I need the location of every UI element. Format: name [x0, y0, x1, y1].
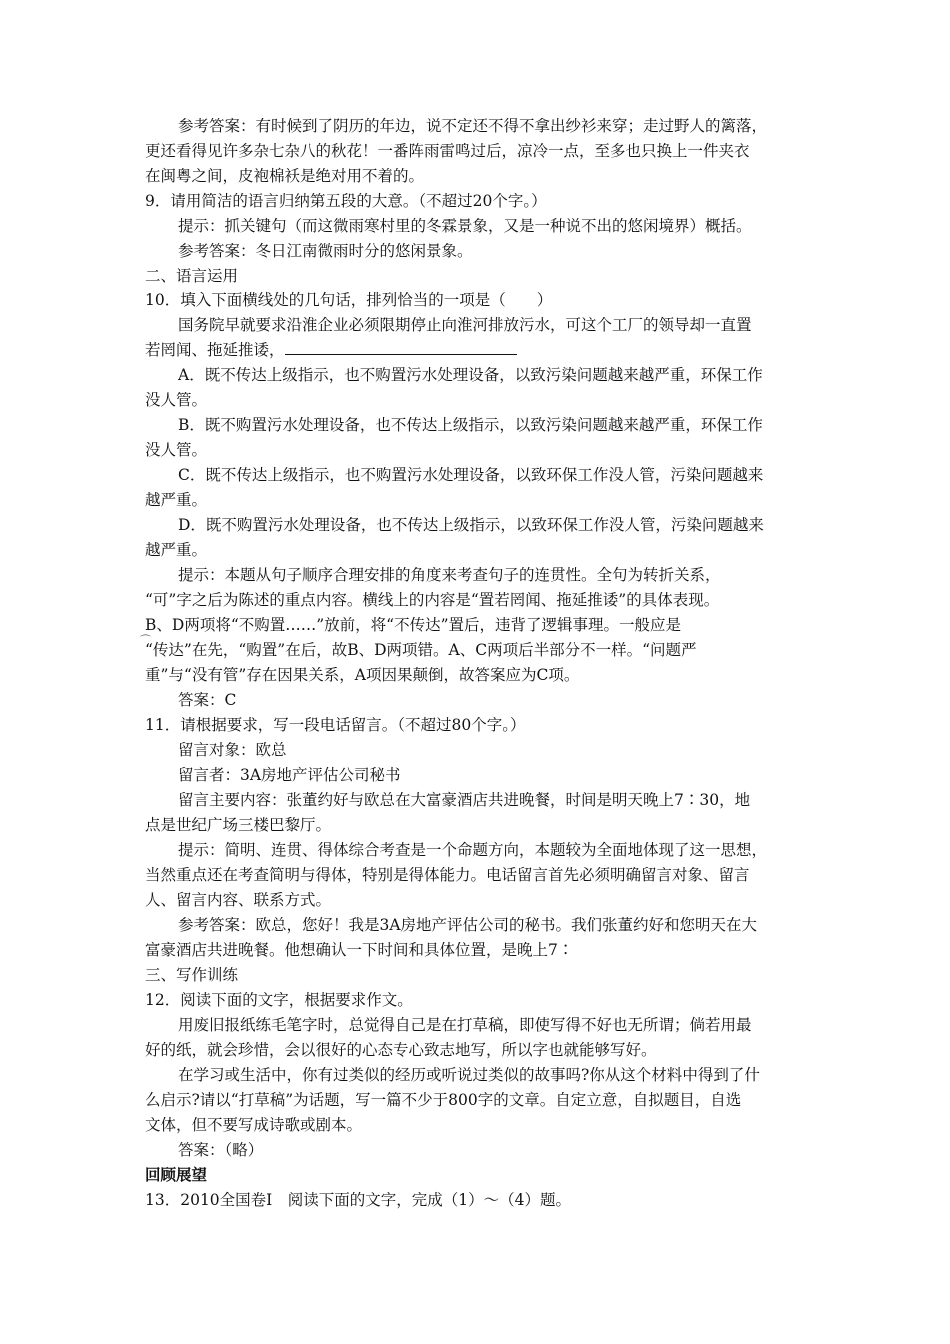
text-line-content: 没人管。: [145, 441, 208, 459]
text-line: [178, 1138, 810, 1163]
text-line: [145, 1113, 810, 1138]
text-line: [178, 513, 810, 538]
text-line: [178, 239, 810, 264]
text-line: [178, 738, 810, 763]
text-line: [145, 663, 810, 688]
text-line: [178, 1013, 810, 1038]
text-line: [145, 388, 810, 413]
text-line: [145, 189, 810, 214]
text-line: [178, 838, 810, 863]
text-line-content: A．既不传达上级指示，也不购置污水处理设备，以致污染问题越来越严重，环保工作: [178, 366, 763, 384]
text-line-content: 11．请根据要求，写一段电话留言。（不超过80个字。）: [145, 716, 526, 734]
text-line-content: 留言者：3A房地产评估公司秘书: [178, 766, 401, 784]
text-line-content: 越严重。: [145, 541, 208, 559]
text-line: [178, 313, 810, 338]
text-line-content: 好的纸，就会珍惜，会以很好的心态专心致志地写，所以字也就能够写好。: [145, 1041, 657, 1059]
text-line-content: 若罔闻、拖延推诿，: [145, 341, 285, 359]
text-line: [145, 438, 810, 463]
text-line-content: 13．2010全国卷Ⅰ 阅读下面的文字，完成（1）～（4）题。: [145, 1191, 572, 1209]
text-line: [145, 888, 810, 913]
text-line: [178, 688, 810, 713]
text-line-content: 更还看得见许多杂七杂八的秋花！一番阵雨雷鸣过后，凉冷一点，至多也只换上一件夹衣: [145, 142, 750, 160]
text-line-content: 重”与“没有管”存在因果关系，A项因果颠倒，故答案应为C项。: [145, 666, 580, 684]
text-line-content: 提示：简明、连贯、得体综合考查是一个命题方向，本题较为全面地体现了这一思想，: [178, 841, 768, 859]
text-line-content: 10．填入下面横线处的几句话，排列恰当的一项是（ ）: [145, 291, 553, 309]
text-line-content: 回顾展望: [145, 1166, 208, 1184]
text-line: [145, 588, 810, 613]
text-line: [145, 288, 810, 313]
text-line-content: 二、语言运用: [145, 267, 239, 285]
text-line: [178, 363, 810, 388]
text-line-content: 参考答案：欧总，您好！我是3A房地产评估公司的秘书。我们张董约好和您明天在大: [178, 916, 758, 934]
text-line: [145, 488, 810, 513]
text-line: [145, 164, 810, 189]
text-line: [145, 1188, 810, 1213]
text-line: [178, 413, 810, 438]
text-line: [145, 1038, 810, 1063]
text-line-content: “传达”在先，“购置”在后，故B、D两项错。A、C两项后半部分不一样。“问题严: [145, 641, 697, 659]
text-line: [145, 538, 810, 563]
text-line: [145, 264, 810, 289]
text-line-content: 9．请用简洁的语言归纳第五段的大意。（不超过20个字。）: [145, 192, 547, 210]
answer-blank-line: [285, 339, 517, 355]
text-line-content: 在闽粤之间，皮袍棉袄是绝对用不着的。: [145, 167, 425, 185]
margin-mark: ⌒: [140, 634, 151, 647]
text-line-content: 答案：（略）: [178, 1141, 264, 1159]
text-line: [178, 1063, 810, 1088]
text-line-content: 没人管。: [145, 391, 208, 409]
text-line: [145, 139, 810, 164]
text-line-content: 答案：C: [178, 691, 237, 709]
text-line-content: 参考答案：冬日江南微雨时分的悠闲景象。: [178, 242, 473, 260]
section-heading: [145, 1163, 810, 1188]
text-line: [145, 713, 810, 738]
text-line-content: “可”字之后为陈述的重点内容。横线上的内容是“置若罔闻、拖延推诿”的具体表现。: [145, 591, 720, 609]
text-line-content: 点是世纪广场三楼巴黎厅。: [145, 816, 332, 834]
text-line: [178, 463, 810, 488]
text-line-content: B．既不购置污水处理设备，也不传达上级指示，以致污染问题越来越严重，环保工作: [178, 416, 763, 434]
text-line-content: 人、留言内容、联系方式。: [145, 891, 332, 909]
text-line-content: B、D两项将“不购置……”放前，将“不传达”置后，违背了逻辑事理。一般应是: [145, 616, 682, 634]
text-line: [145, 1088, 810, 1113]
text-line: [178, 563, 810, 588]
text-line-content: 提示：本题从句子顺序合理安排的角度来考查句子的连贯性。全句为转折关系，: [178, 566, 721, 584]
text-line-content: 当然重点还在考查简明与得体，特别是得体能力。电话留言首先必须明确留言对象、留言: [145, 866, 750, 884]
text-line-content: 参考答案：有时候到了阴历的年边，说不定还不得不拿出纱衫来穿；走过野人的篱落，: [178, 117, 768, 135]
text-line: [145, 988, 810, 1013]
text-line-content: 越严重。: [145, 491, 208, 509]
text-line-content: 在学习或生活中，你有过类似的经历或听说过类似的故事吗?你从这个材料中得到了什: [178, 1066, 760, 1084]
text-line: [145, 638, 810, 663]
text-line: [178, 763, 810, 788]
text-line-content: 12．阅读下面的文字，根据要求作文。: [145, 991, 413, 1009]
text-line-content: 国务院早就要求沿淮企业必须限期停止向淮河排放污水，可这个工厂的领导却一直置: [178, 316, 752, 334]
text-line: [145, 613, 810, 638]
text-line-content: 文体，但不要写成诗歌或剧本。: [145, 1116, 363, 1134]
text-line: [178, 214, 810, 239]
text-line: [145, 338, 810, 363]
text-line-content: 三、写作训练: [145, 966, 239, 984]
text-line: [145, 938, 810, 963]
text-line-content: 么启示?请以“打草稿”为话题，写一篇不少于800字的文章。自定立意，自拟题目，自选: [145, 1091, 742, 1109]
text-line: [145, 863, 810, 888]
text-line-content: 用废旧报纸练毛笔字时，总觉得自己是在打草稿，即使写得不好也无所谓；倘若用最: [178, 1016, 752, 1034]
text-line: [178, 114, 810, 139]
text-line: [178, 913, 810, 938]
text-line-content: 留言主要内容：张董约好与欧总在大富豪酒店共进晚餐，时间是明天晚上7∶30，地: [178, 791, 751, 809]
text-line: [145, 963, 810, 988]
text-line: [145, 813, 810, 838]
text-line-content: 提示：抓关键句（而这微雨寒村里的冬霖景象，又是一种说不出的悠闲境界）概括。: [178, 217, 752, 235]
text-line: [178, 788, 810, 813]
text-line-content: 留言对象：欧总: [178, 741, 287, 759]
text-line-content: 富豪酒店共进晚餐。他想确认一下时间和具体位置，是晚上7∶: [145, 941, 574, 959]
text-line-content: D．既不购置污水处理设备，也不传达上级指示，以致环保工作没人管，污染问题越来: [178, 516, 764, 534]
text-line-content: C．既不传达上级指示，也不购置污水处理设备，以致环保工作没人管，污染问题越来: [178, 466, 764, 484]
